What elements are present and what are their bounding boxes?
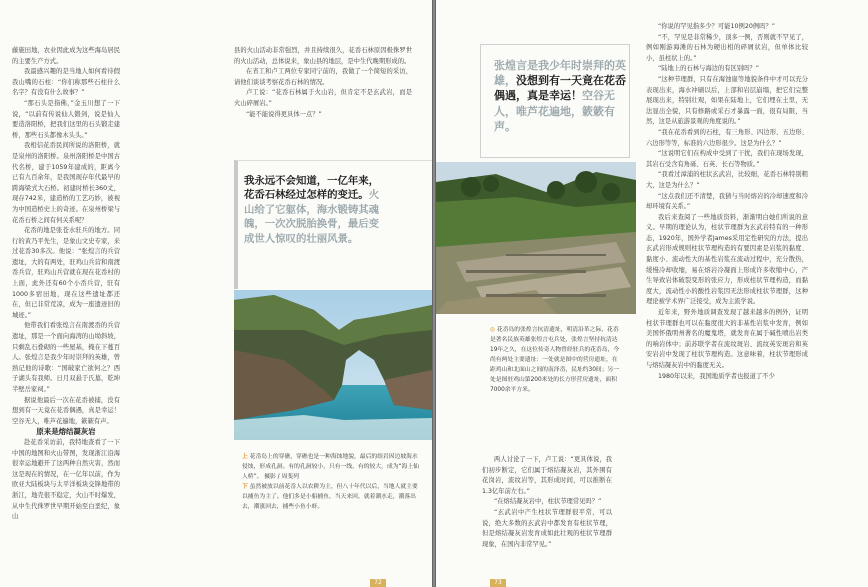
paragraph: “我看过漳浦的柱状玄武岩，比较细，花岙石林特别粗大，这是为什么？” [646,171,808,189]
camp-ruins-photo [436,162,636,314]
pull-quote-light-1: 张煌言是我少年时崇拜的英雄， [494,59,626,88]
section-subhead: 原来是熔结凝灰岩 [36,427,96,437]
caption-mark-top: 上 [242,454,248,460]
paragraph: 1980年以来，我国地质学者也报道了不少 [658,372,775,380]
paragraph: 藤施田地，农业因此成为这些海岛居民的主要生产方式。 [12,47,120,65]
pull-quote-light-2: 空谷无人，唯芦花遍地，簌簌有声。 [494,89,615,133]
right-pull-quote [494,58,626,134]
paragraph: 赴花岙采访前，我特地查看了一下中国的地图和火山带图，发现浙江沿海很幸运地避开了这两种自然灾害，然而这是现在的情况，在一亿年以前，作为欧亚大陆板块与太平洋板块交锋地带的浙江，地壳很不稳定，火山不时爆发，从中生代侏罗世早期开始至白垩纪，象山 [12,438,120,521]
paragraph: “不，罕见是非常稀少，顶多一例，否则就不罕见了，例如刚游海滩的石林为硬出相的碎屑状岩，但单体比较小，虽柱状上的。” [646,33,808,62]
paragraph: 近年来，野外地质调查发现了越来越多的例外，证明柱状节理群也可以在黏度很大的非基性岩浆中发育，例如美国怀俄明州著名的魔鬼塔，就发育在属于碱性喷出岩类的响岩体中；前苏联学者在流纹斑岩、流纹英安斑岩和英安岩岩中发现了柱状节理构造。这意味着，柱状节理形成与熔结凝灰岩中的黏度无关。 [646,309,808,369]
caption-text: 花岙岛的张煌言抗清遗址，明清沿革之际，花岙是著名民族英雄张煌言屯兵处，张煌言坚持抗清达19年之久，在这位传奇人物曾经驻兵的花岙岛，今尚有两处主要遗址：一处就是图中的营房遗址，在距鸡山和北面山之间的南泽岙，民址约30间；另一处是图驻鸡山第200米处的长方形营房遗址，面积7000余平方米。 [490,327,620,393]
paragraph: 县的火山活动非常强烈，并且持续很久，花岙石林原因极侏罗世的火山活动，总体说来，象山县的地层，是中生代晚期形成的。 [234,47,412,65]
pull-quote [244,174,384,246]
paragraph: 他带我们看张煌言在南渡岙的兵营遗址，那是一个面向海湾的山坳斜坡，只剩乱石叠砌的一些屋基，掩在下蔓百人。张煌言是我少年时崇拜的英雄，曾熟记他的诗歌：“国破家亡欲何之？西子湖头有我师。日月双悬于氏墓，乾坤半壁岳家祠。” [12,322,120,393]
left-page [0,0,432,587]
left-photo-caption [242,452,422,512]
paragraph: 花岙的地是张苍水驻兵的地方。同行的黄乃平先生，是象山文史专家，来过花岙30多次。他说：“张煌言的兵营遗址，大的有两处，驻鸡山兵营和南渡岙兵营，驻鸡山兵营就在现在花岙村的上面，此外还有60个小岙兵营，驻有1000多宿田地，现在这些遗址都还在，但已非常荒凉，成为一座遗迹旧的城迹。” [12,227,120,319]
caption-mark-bottom: 下 [242,484,248,490]
paragraph: “这说明它们在构成中受到了干扰，我们在现场发现，其岩石受含有角砾、石英、长石等物质。” [646,150,808,168]
paragraph: “那石头是指佛，”金玉川想了一下说，“以前有传说仙人锻剑，说是仙人要造洛阳桥，把我们这里的石头锻走建桥，那些石头都像木头头。” [12,99,120,139]
page-number-right [490,579,506,587]
paragraph: “我在花岙看到的石柱，有三角形、四边形、五边形、六边形等等，标准的六边形很少。这是为什么？” [646,128,808,147]
paragraph: “陆地上的石林与海边的有区别吗？” [658,65,759,73]
paragraph: 在省工和卢工两位专家同宁前的，我做了一个简短的采访，请他们谈谈考察花岙石林的情况。 [234,68,412,86]
paragraph: 据说他最后一次在花岙被捕，没有想到有一天竟在花岙偶遇，真是幸运！空谷无人，唯芦花遍地，簌簌有声。 [12,396,120,425]
pull-quote-light: 火山给了它躯体，海水锻铸其魂魄，一次次脱胎换骨，最后变成世人惊叹的壮丽风景。 [244,189,380,245]
right-column-2 [646,22,808,584]
page-number-text: 72 [374,579,382,586]
page-number-text: 73 [494,579,502,586]
paragraph: 我相信花岙民间所说的洛阳桥，就是泉州的洛阳桥。泉州洛阳桥是中国古代名桥，建于1059年建成的，距离今已有九百余年，是我国现存年代最早的跨海梁式大石桥。初建时桥长360丈，现存742米，建造桥的工艺巧妙，被视为中国造桥史上的奇迹。在泉州桥梁与花岙石桥之间有何关系呢？ [12,142,120,224]
pull-quote-dark: 没想到有一天竟在花岙偶遇，真是幸运！ [494,74,626,103]
caption-bottom-text: 虽然被放以前花岙人以农耕为主，但八十年代以后，当地人就主要以捕鱼为主了。他们多是小船捕鱼，当天来回，就着潮水走，潮落出去，潮涨回去，捕些小鱼小虾。 [242,484,418,510]
paragraph: “玄武岩中产生柱状节理群很平常，可以说，绝大多数的玄武岩中都发育有柱状节理，但是熔结凝灰岩发育成如此壮观的柱状节理群现象，在国内非常罕见。” [482,508,612,548]
camp-ruins-image [436,162,636,314]
page-number-left [370,579,386,587]
paragraph: 卢工说：“花岙石林属于火山岩，但肯定不是玄武岩，而是火山碎屑岩。” [234,89,412,107]
paragraph: “这种节理群，只有在海蚀崖等地貌条件中才可以充分表现出来，海水冲刷以后，上部和岩层崩塌，把它们完整展现出来，特别壮观，如果在陆地上，它们埋在土里，无法显出全貌，只有修路或采石才暴露一面，很有局限，当然，这是从旅游景观的角度说的。” [646,75,808,126]
left-column-1 [12,46,120,586]
paragraph: “这点我们还不清楚，我猜与当时熔岩的冷却速度和冷却环境有关系。” [646,192,808,211]
sea-arch-photo [234,290,432,440]
caption-mark: ◎ [490,327,496,333]
left-column-2 [234,46,412,152]
paragraph: 两人讨论了一下，卢工说：“更具体说，我们初步断定，它们属于熔结凝灰岩，其外围有花岗岩，流纹岩等，其形成时间，可以推断在1.3亿年前左右。” [482,456,612,495]
paragraph: 我后来查阅了一些地质资料，渐渐明白她们所说的意义。早期的理论认为，柱状节理群为玄武岩特有的一种形态，1920年，国外学者James采用定性研究的方法，提出玄武岩形成规则柱状节理构造的有要因素是岩浆的黏度、黏度小、流动性大的基性岩浆在流动过程中，充分散热，缓慢冷却收缩，易在熔岩冷凝面上形成许多收缩中心，产生导致岩体破裂变形的张应力，形成柱状节理构造，而黏度大，流动性小的酸性岩浆因无法形成柱状节理群，这种理论被学术界广泛接受，成为主流学说。 [646,213,808,306]
right-page [436,0,868,587]
paragraph: “你说的罕见指多少？可能10例20例吗？” [658,23,776,30]
pull-quote-dark: 我永远不会知道，一亿年来，花岙石林经过怎样的变迁。 [244,175,380,202]
paragraph: “能不能说得更具体一点？” [246,110,322,118]
paragraph: 我最感兴趣的是当地人如何看待假我山嘴的石柱：“你们称那些石柱什么名字？有没有什么故事？” [12,68,120,97]
caption-top-text: 花岙岛上的穿礁，穿礁也是一种海蚀地貌，最后的组岩因边坡海水侵蚀，形成孔洞。有的孔洞较小，只有一线，有的较大，成为“海上仙人桥”。 摄影 / 周斐列 [242,454,419,480]
sea-arch-image [234,290,432,440]
right-column-1-bottom [482,455,612,585]
paragraph: “在熔结凝灰岩中，柱状节理常见吗？” [494,498,602,506]
right-photo-caption [490,325,622,395]
